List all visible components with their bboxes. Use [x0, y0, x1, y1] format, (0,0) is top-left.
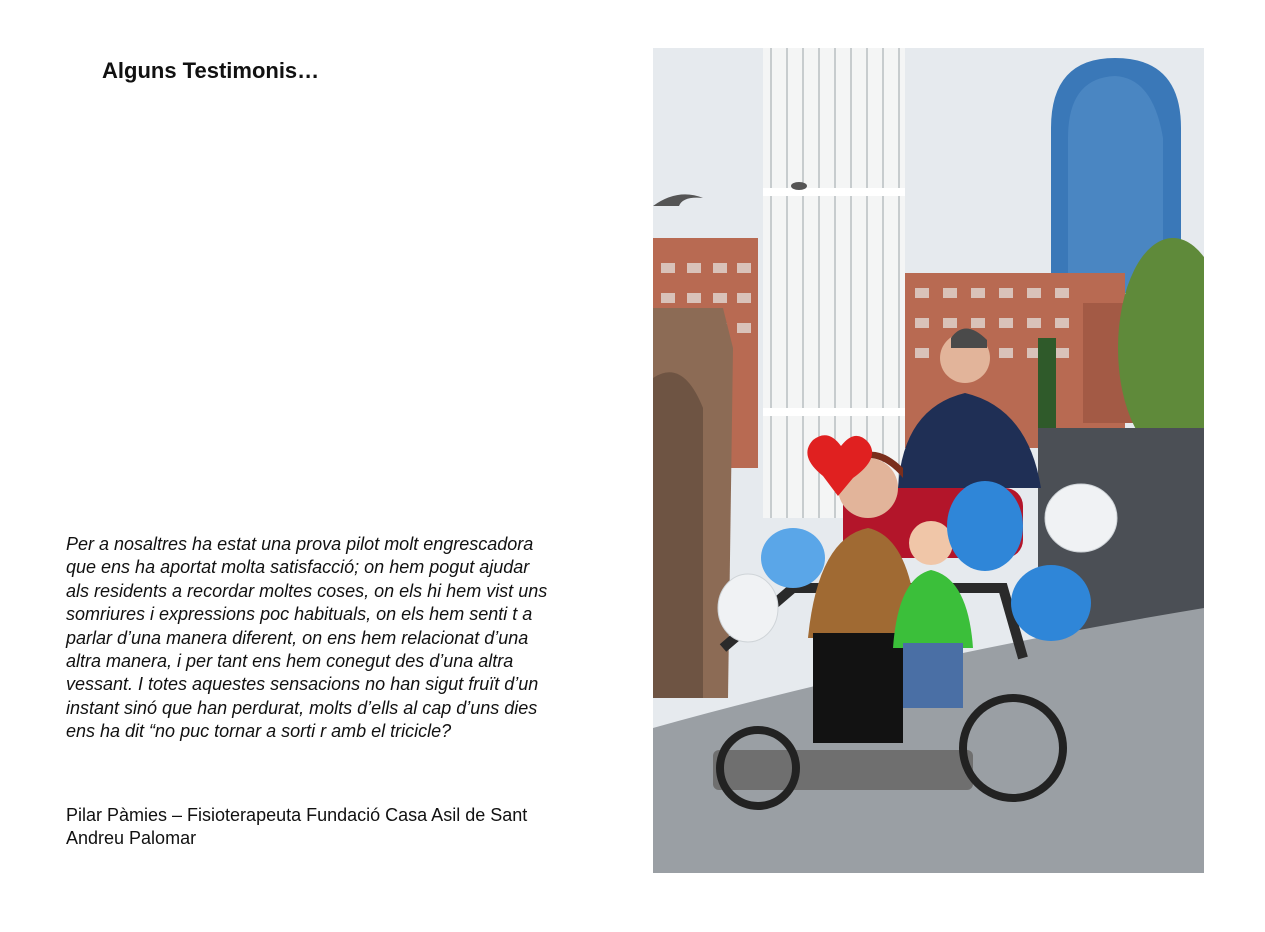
quote-line: ens ha dit “no puc tornar a sorti r amb el tricicle? [66, 721, 452, 742]
author-line: Andreu Palomar [66, 828, 197, 848]
quote-line: altra manera, i per tant ens hem conegut des d’una altra [66, 651, 514, 672]
photo-tricycle-outing [653, 48, 1204, 873]
photo-illustration [653, 48, 1204, 873]
testimonial-author [66, 804, 606, 850]
quote-line: somriures i expressions poc habituals, on els hem senti t a [66, 604, 533, 625]
testimonial-quote [66, 533, 606, 744]
quote-line: parlar d’una manera diferent, on ens hem relacionat d’una [66, 627, 529, 648]
quote-line: vessant. I totes aquestes sensacions no han sigut fruït d’un [66, 674, 539, 695]
quote-line: que ens ha aportat molta satisfacció; on hem pogut ajudar [66, 557, 530, 578]
quote-line: Per a nosaltres ha estat una prova pilot molt engrescadora [66, 534, 534, 554]
author-line: Pilar Pàmies – Fisioterapeuta Fundació Casa Asil de Sant [66, 805, 528, 825]
page-title: Alguns Testimonis… [102, 58, 320, 83]
quote-line: als residents a recordar moltes coses, on els hi hem vist uns [66, 580, 548, 601]
quote-line: instant sinó que han perdurat, molts d’ells al cap d’uns dies [66, 697, 538, 718]
